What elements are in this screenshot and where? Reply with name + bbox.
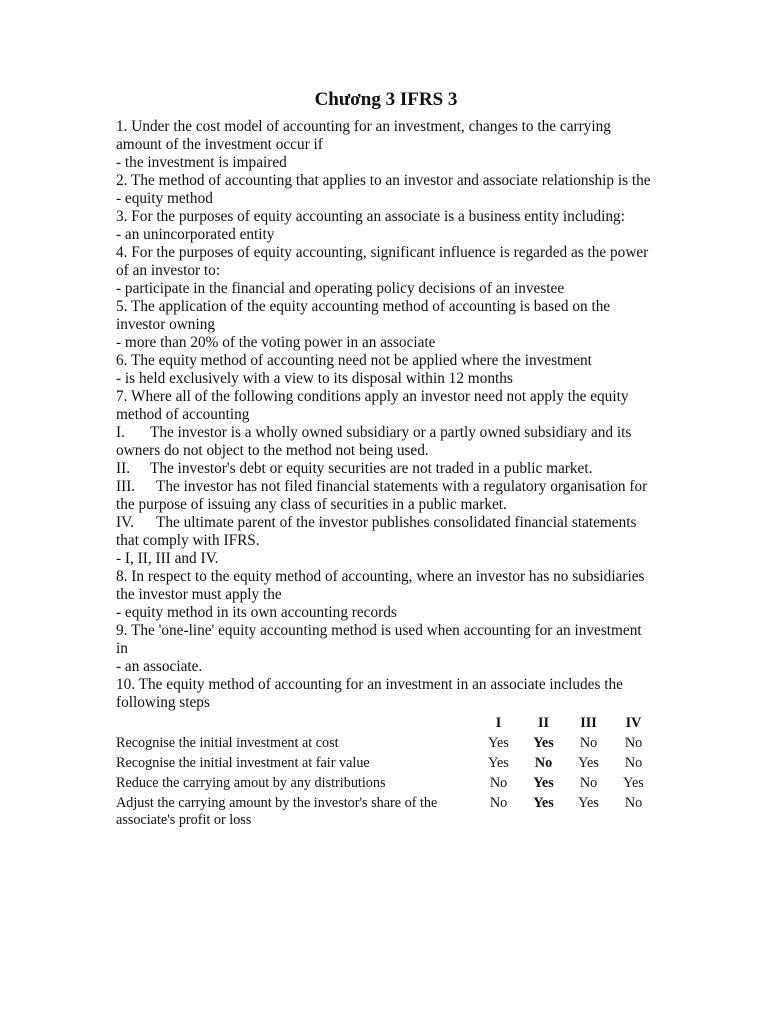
answer-text: - I, II, III and IV. xyxy=(116,550,219,567)
page-title: Chương 3 IFRS 3 xyxy=(314,89,458,110)
answer-text: - participate in the financial and operating policy decisions of an investee xyxy=(116,280,565,297)
table-header: I xyxy=(495,715,502,731)
question-text: 1. Under the cost model of accounting for an investment, changes to the carrying amount of the investment occur if xyxy=(116,118,611,153)
answer-text: - equity method in its own accounting records xyxy=(116,604,397,621)
condition-number: IV. xyxy=(116,514,134,531)
table-header: II xyxy=(537,715,550,731)
table-cell: Yes xyxy=(488,735,509,751)
condition-text: The investor's debt or equity securities are not traded in a public market. xyxy=(150,460,593,477)
condition-item xyxy=(116,424,656,460)
table-cell: No xyxy=(624,735,643,751)
table-cell: No xyxy=(489,795,508,811)
table-row xyxy=(116,775,656,795)
question-7 xyxy=(116,388,656,568)
table-cell: No xyxy=(624,755,643,771)
question-text: 3. For the purposes of equity accounting an associate is a business entity including: xyxy=(116,208,625,225)
table-cell-desc: Reduce the carrying amout by any distributions xyxy=(116,775,386,791)
question-6 xyxy=(116,352,656,388)
question-text: 2. The method of accounting that applies to an investor and associate relationship is the xyxy=(116,172,651,189)
steps-table xyxy=(116,715,656,832)
condition-item xyxy=(116,460,656,478)
document-page xyxy=(116,88,656,832)
table-cell: No xyxy=(624,795,643,811)
condition-item xyxy=(116,514,656,550)
condition-text: The investor has not filed financial statements with a regulatory organisation for the purpose of issuing any class of securities in a public market. xyxy=(116,478,648,513)
answer-text: - the investment is impaired xyxy=(116,154,287,171)
answer-text: - more than 20% of the voting power in an associate xyxy=(116,334,436,351)
condition-number: II. xyxy=(116,460,131,477)
table-row xyxy=(116,795,656,832)
answer-text: - an unincorporated entity xyxy=(116,226,275,243)
table-cell: Yes xyxy=(578,755,599,771)
condition-text: The ultimate parent of the investor publishes consolidated financial statements that comply with IFRS. xyxy=(116,514,637,549)
answer-text: - is held exclusively with a view to its disposal within 12 months xyxy=(116,370,513,387)
table-cell: No xyxy=(489,775,508,791)
question-text: 7. Where all of the following conditions apply an investor need not apply the equity method of accounting xyxy=(116,388,629,423)
question-5 xyxy=(116,298,656,352)
condition-item xyxy=(116,478,656,514)
table-header: IV xyxy=(625,715,642,731)
table-header-blank xyxy=(116,715,476,735)
table-header-row xyxy=(116,715,656,735)
table-cell: No xyxy=(579,735,598,751)
table-cell: Yes xyxy=(533,735,554,751)
condition-number: I. xyxy=(116,424,125,441)
answer-text: - equity method xyxy=(116,190,213,207)
condition-text: The investor is a wholly owned subsidiary or a partly owned subsidiary and its owners do not object to the method not being used. xyxy=(116,424,632,459)
table-cell: No xyxy=(579,775,598,791)
question-8 xyxy=(116,568,656,622)
question-text: 8. In respect to the equity method of accounting, where an investor has no subsidiaries the investor must apply the xyxy=(116,568,645,603)
question-2 xyxy=(116,172,656,208)
question-9 xyxy=(116,622,656,676)
table-cell: Yes xyxy=(533,795,554,811)
question-1 xyxy=(116,118,656,172)
question-4 xyxy=(116,244,656,298)
table-cell: Yes xyxy=(488,755,509,771)
table-cell: No xyxy=(534,755,553,771)
table-cell: Yes xyxy=(533,775,554,791)
table-cell-desc: Adjust the carrying amount by the investor's share of the associate's profit or loss xyxy=(116,795,438,828)
table-cell-desc: Recognise the initial investment at cost xyxy=(116,735,339,751)
question-text: 10. The equity method of accounting for an investment in an associate includes the following steps xyxy=(116,676,623,711)
table-cell: Yes xyxy=(623,775,644,791)
question-text: 5. The application of the equity accounting method of accounting is based on the investor owning xyxy=(116,298,611,333)
answer-text: - an associate. xyxy=(116,658,203,675)
table-cell: Yes xyxy=(578,795,599,811)
question-text: 6. The equity method of accounting need not be applied where the investment xyxy=(116,352,592,369)
table-header: III xyxy=(580,715,597,731)
question-text: 9. The 'one-line' equity accounting method is used when accounting for an investment in xyxy=(116,622,642,657)
condition-number: III. xyxy=(116,478,136,495)
question-3 xyxy=(116,208,656,244)
table-row xyxy=(116,755,656,775)
table-row xyxy=(116,735,656,755)
question-10 xyxy=(116,676,656,832)
question-text: 4. For the purposes of equity accounting, significant influence is regarded as the power of an investor to: xyxy=(116,244,649,279)
table-cell-desc: Recognise the initial investment at fair value xyxy=(116,755,370,771)
